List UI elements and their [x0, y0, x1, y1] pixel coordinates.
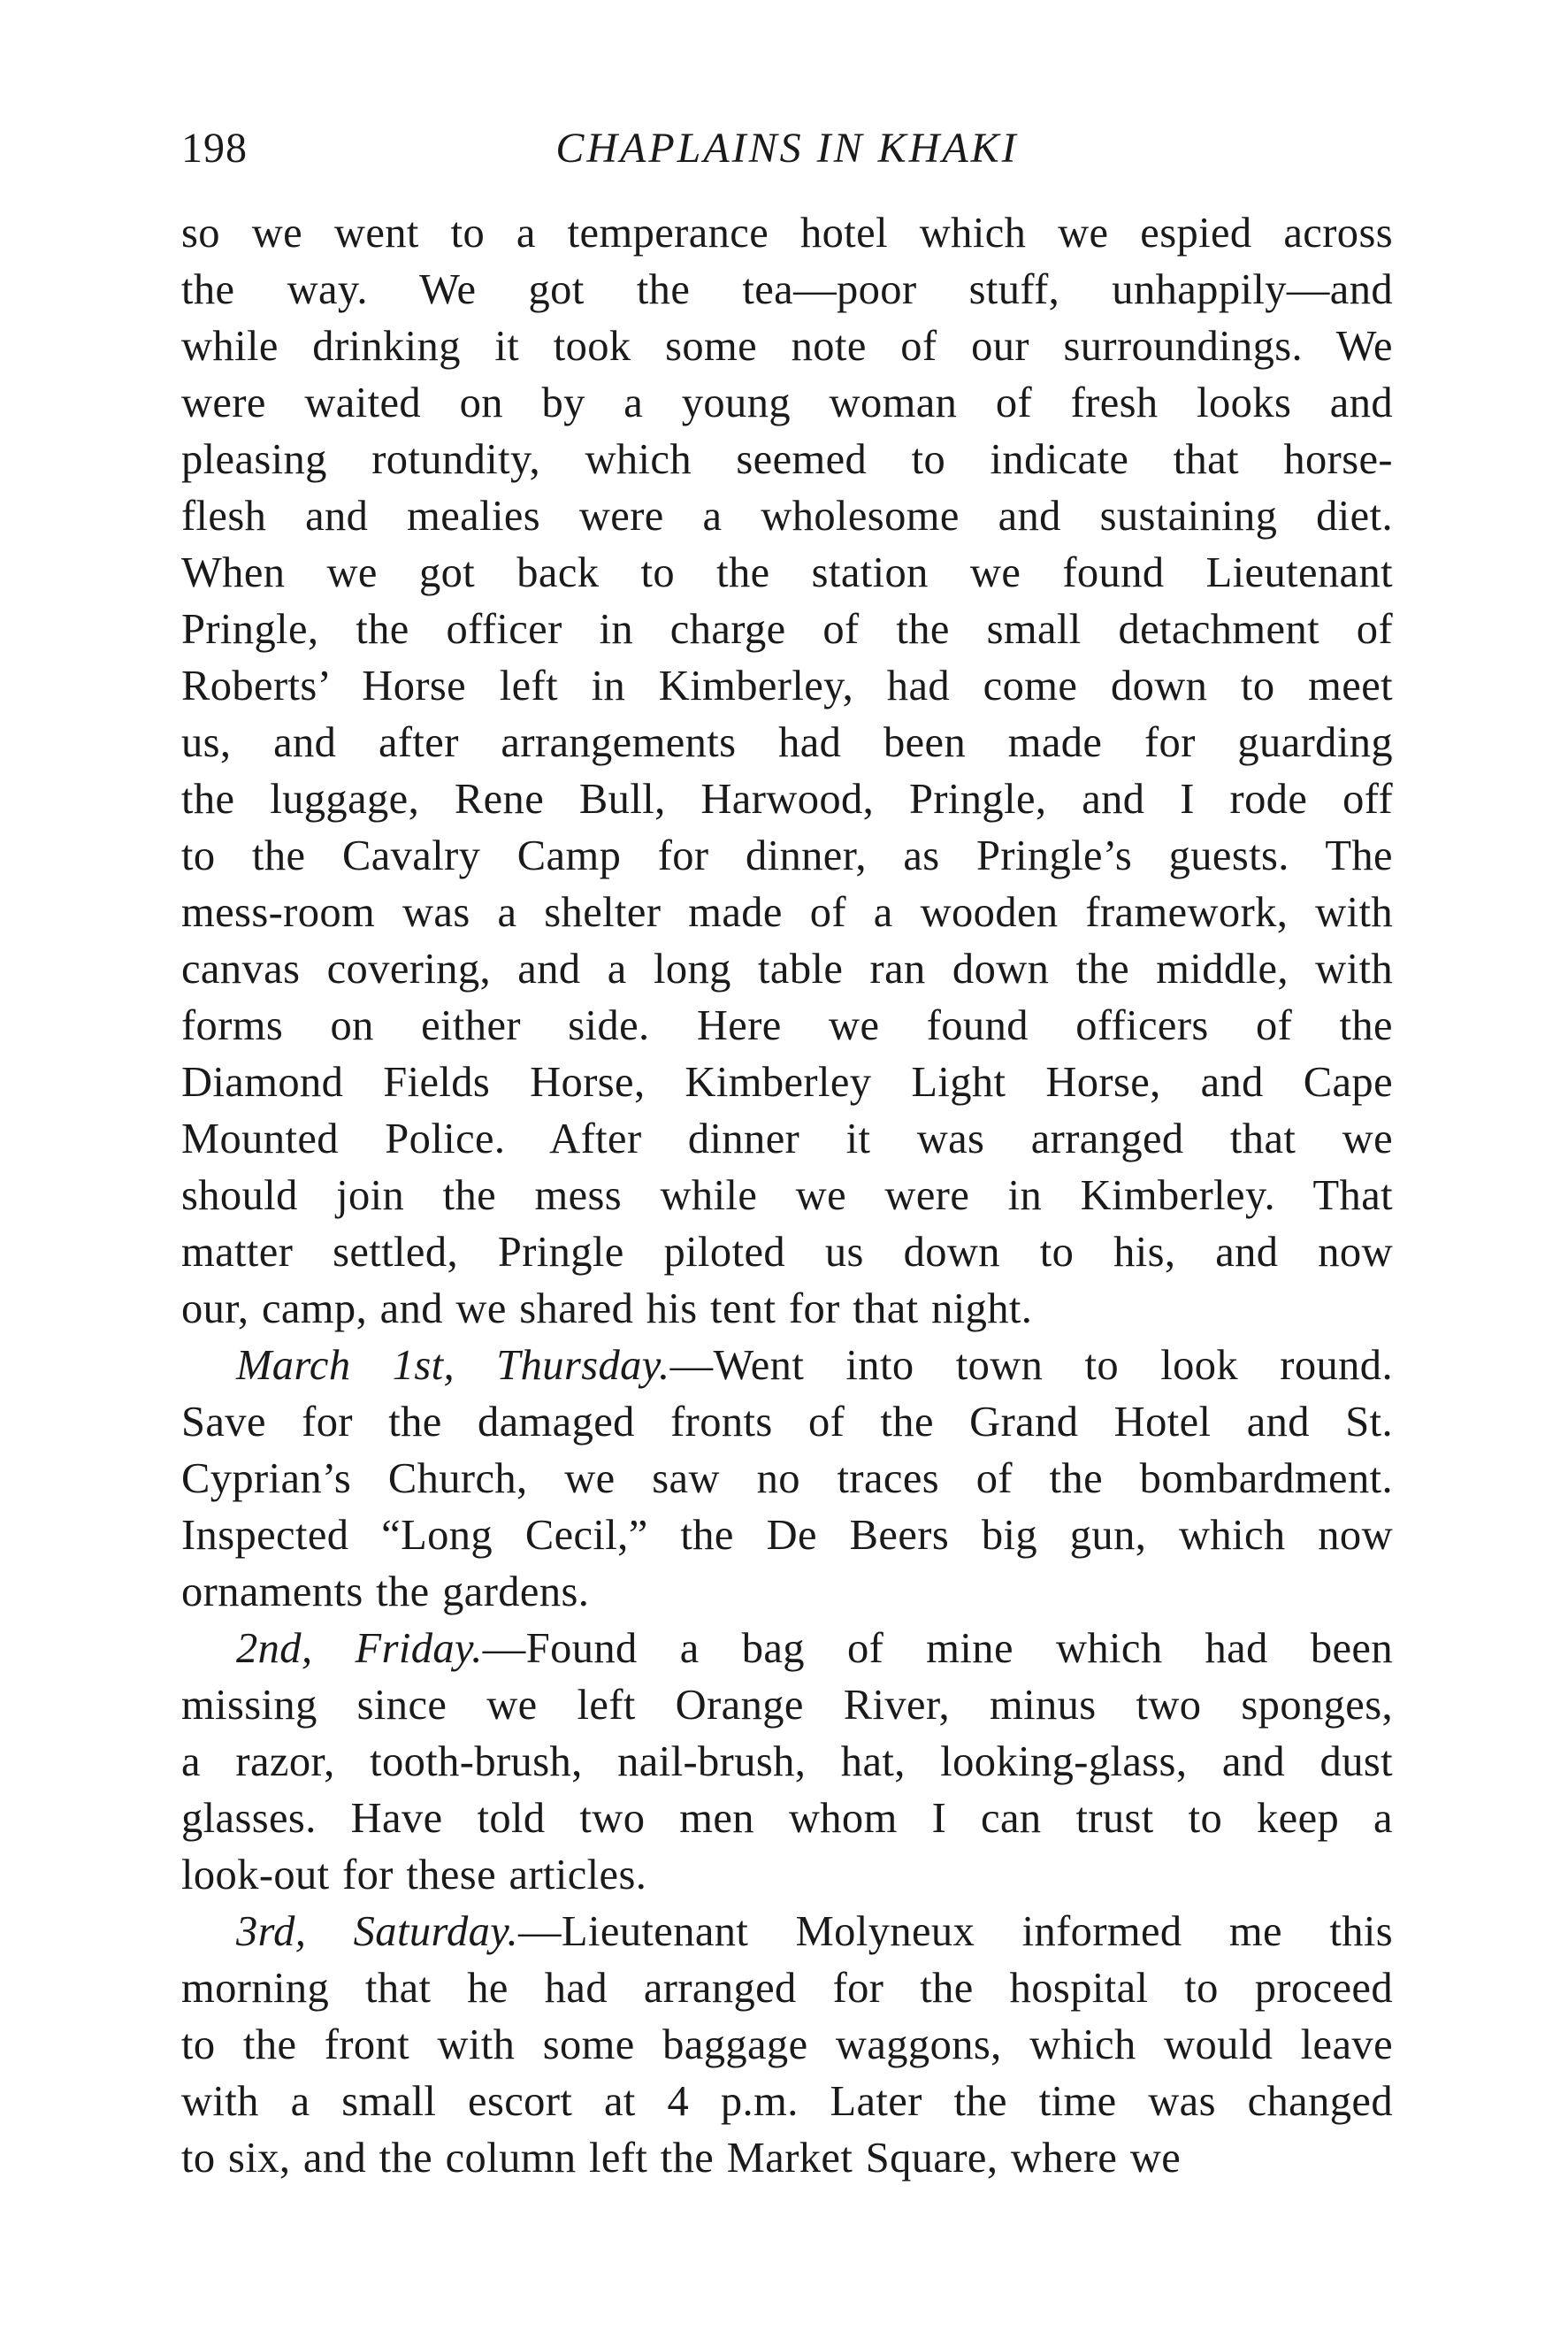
- text-line: mess-room was a shelter made of a wooden framework, with: [181, 889, 1393, 936]
- diary-date: 3rd, Saturday.: [236, 1908, 519, 1955]
- diary-date: March 1st, Thursday.: [236, 1342, 670, 1389]
- running-head: [181, 124, 1393, 177]
- diary-date: 2nd, Friday.: [236, 1625, 483, 1672]
- text-line: Diamond Fields Horse, Kimberley Light Horse, and Cape: [181, 1059, 1393, 1106]
- text-line: Roberts’ Horse left in Kimberley, had come down to meet: [181, 663, 1393, 709]
- text-line: the way. We got the tea—poor stuff, unhappily—and: [181, 266, 1393, 313]
- text-line: to the Cavalry Camp for dinner, as Pringle’s guests. The: [181, 832, 1393, 879]
- text-line: us, and after arrangements had been made for guarding: [181, 719, 1393, 766]
- text-line: to six, and the column left the Market Square, where we: [181, 2135, 1182, 2182]
- line-text: —Found a bag of mine which had been: [482, 1625, 1393, 1672]
- text-line: Mounted Police. After dinner it was arranged that we: [181, 1116, 1393, 1162]
- text-line: canvas covering, and a long table ran down the middle, with: [181, 946, 1393, 993]
- line-text: —Lieutenant Molyneux informed me this: [518, 1908, 1393, 1955]
- text-line: Save for the damaged fronts of the Grand Hotel and St.: [181, 1399, 1393, 1446]
- diary-entry-first-line: [181, 1621, 1393, 1677]
- text-line: Inspected “Long Cecil,” the De Beers big gun, which now: [181, 1512, 1393, 1559]
- text-line: missing since we left Orange River, minus two sponges,: [181, 1682, 1393, 1729]
- text-line: so we went to a temperance hotel which we espied across: [181, 210, 1393, 257]
- body-text: [181, 205, 1393, 2187]
- text-line: Cyprian’s Church, we saw no traces of the bombardment.: [181, 1455, 1393, 1502]
- page-number: 198: [181, 125, 248, 172]
- text-line: forms on either side. Here we found officers of the: [181, 1002, 1393, 1049]
- diary-entry-first-line: [181, 1338, 1393, 1394]
- text-line: Pringle, the officer in charge of the small detachment of: [181, 606, 1393, 653]
- text-line: pleasing rotundity, which seemed to indicate that horse-: [181, 436, 1393, 483]
- text-line: while drinking it took some note of our surroundings. We: [181, 323, 1393, 370]
- text-line: look-out for these articles.: [181, 1852, 647, 1898]
- text-line: matter settled, Pringle piloted us down to his, and now: [181, 1229, 1393, 1276]
- text-line: flesh and mealies were a wholesome and sustaining diet.: [181, 493, 1393, 540]
- text-line: a razor, tooth-brush, nail-brush, hat, looking-glass, and dust: [181, 1738, 1393, 1785]
- text-line: morning that he had arranged for the hospital to proceed: [181, 1965, 1393, 2012]
- text-line: should join the mess while we were in Kimberley. That: [181, 1172, 1393, 1219]
- text-line: were waited on by a young woman of fresh looks and: [181, 380, 1393, 426]
- text-line: glasses. Have told two men whom I can trust to keep a: [181, 1795, 1393, 1842]
- text-line: ornaments the gardens.: [181, 1568, 590, 1615]
- text-line: to the front with some baggage waggons, which would leave: [181, 2021, 1393, 2068]
- text-line: the luggage, Rene Bull, Harwood, Pringle, and I rode off: [181, 776, 1393, 823]
- diary-entry-first-line: [181, 1904, 1393, 1960]
- text-line: our, camp, and we shared his tent for that night.: [181, 1285, 1033, 1332]
- book-page: [181, 124, 1393, 2187]
- text-line: with a small escort at 4 p.m. Later the time was changed: [181, 2078, 1393, 2125]
- text-line: When we got back to the station we found Lieutenant: [181, 549, 1393, 596]
- running-title: CHAPLAINS IN KHAKI: [555, 125, 1019, 172]
- line-text: —Went into town to look round.: [669, 1342, 1393, 1389]
